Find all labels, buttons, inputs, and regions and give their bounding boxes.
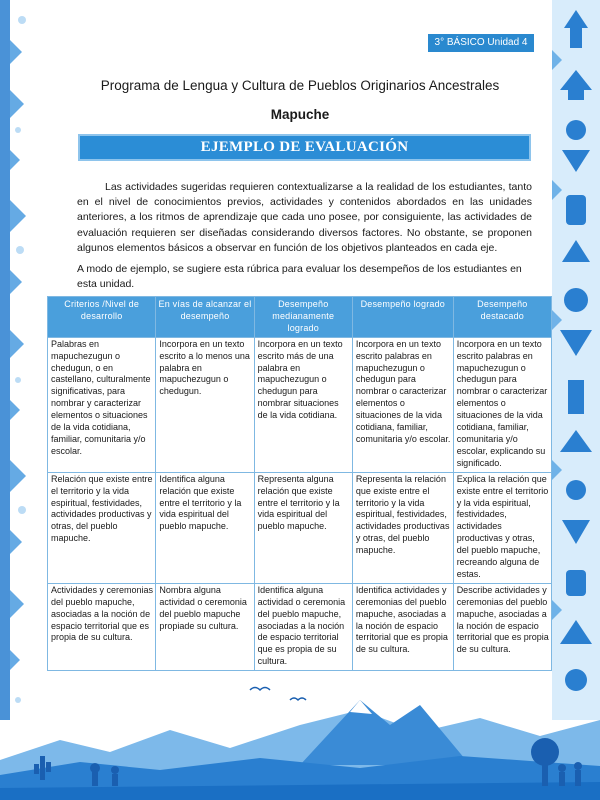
intro-paragraph-text: Las actividades sugeridas requieren contextualizarse a la realidad de los estudiantes, tanto en el nivel de conocimientos previos, actividades y contenidos abordados en las unidades anteriores, a los ritmos de aprendizaje que cada uno posee, por consiguiente, las actividades de evaluación requieren ser diseñadas considerando diversos factores. No obstante, se proponen algunos elementos básicos a observar en función de los objetivos planteados en cada eje. <box>77 181 532 254</box>
table-cell: Incorpora en un texto escrito más de una palabra en mapuchezugun o chedugun para nombrar situaciones de la vida cotidiana. <box>254 337 352 472</box>
grade-unit-badge: 3° BÁSICO Unidad 4 <box>428 34 534 52</box>
header-level-1: En vías de alcanzar el desempeño <box>156 297 254 338</box>
table-cell: Incorpora en un texto escrito a lo menos una palabra en mapuchezugun o chedugun. <box>156 337 254 472</box>
table-cell: Palabras en mapuchezugun o chedugun, o en castellano, culturalmente significativas, para nombrar y caracterizar elementos o situaciones de la vida cotidiana, familiar, comunitaria y/o escolar. <box>48 337 156 472</box>
table-cell: Actividades y ceremonias del pueblo mapuche, asociadas a la noción de espacio territorial que es propia de su cultura. <box>48 583 156 670</box>
page-title: Programa de Lengua y Cultura de Pueblos Originarios Ancestrales <box>100 78 500 93</box>
table-cell: Nombra alguna actividad o ceremonia del pueblo mapuche propiade su cultura. <box>156 583 254 670</box>
table-cell: Explica la relación que existe entre el territorio y la vida espiritual, festividades, actividades productivas y otras, del pueblo mapuche, recreando alguna de estas. <box>453 472 551 583</box>
header-level-4: Desempeño destacado <box>453 297 551 338</box>
left-decorative-border <box>0 0 34 720</box>
table-row <box>48 337 552 472</box>
table-cell: Identifica actividades y ceremonias del pueblo mapuche, asociadas a la noción de espacio territorial que es propia de su cultura. <box>352 583 453 670</box>
table-cell: Incorpora en un texto escrito palabras en mapuchezugun o chedugun para nombrar o caracterizar elementos o situaciones de la vida cotidiana, familiar, comunitaria y/o escolar. <box>352 337 453 472</box>
section-banner: EJEMPLO DE EVALUACIÓN <box>78 134 531 161</box>
table-cell: Representa la relación que existe entre el territorio y la vida espiritual, festividades, actividades productivas y otras, del pueblo mapuche. <box>352 472 453 583</box>
table-row <box>48 472 552 583</box>
header-criteria: Criterios /Nivel de desarrollo <box>48 297 156 338</box>
intro-paragraph <box>77 180 532 256</box>
table-cell: Identifica alguna actividad o ceremonia del pueblo mapuche, asociadas a la noción de espacio territorial que es propia de su cultura. <box>254 583 352 670</box>
header-level-2: Desempeño medianamente logrado <box>254 297 352 338</box>
page-subtitle: Mapuche <box>270 107 330 122</box>
evaluation-rubric-table <box>47 296 552 671</box>
table-cell: Representa alguna relación que existe entre el territorio y la vida espiritual del pueblo mapuche. <box>254 472 352 583</box>
table-cell: Relación que existe entre el territorio y la vida espiritual, festividades, actividades productivas y otras, del pueblo mapuche. <box>48 472 156 583</box>
table-header-row <box>48 297 552 338</box>
table-cell: Identifica alguna relación que existe entre el territorio y la vida espiritual del pueblo mapuche. <box>156 472 254 583</box>
rubric-intro-paragraph: A modo de ejemplo, se sugiere esta rúbrica para evaluar los desempeños de los estudiantes en esta unidad. <box>77 263 522 291</box>
table-cell: Describe actividades y ceremonias del pueblo mapuche, asociadas a la noción de espacio territorial que es propia de su cultura. <box>453 583 551 670</box>
table-row <box>48 583 552 670</box>
bottom-landscape-decoration <box>0 670 600 800</box>
table-cell: Incorpora en un texto escrito palabras en mapuchezugun o chedugun para nombrar o caracterizar elementos o situaciones de la vida cotidiana, familiar, comunitaria y/o escolar, explicando su significado. <box>453 337 551 472</box>
header-level-3: Desempeño logrado <box>352 297 453 338</box>
